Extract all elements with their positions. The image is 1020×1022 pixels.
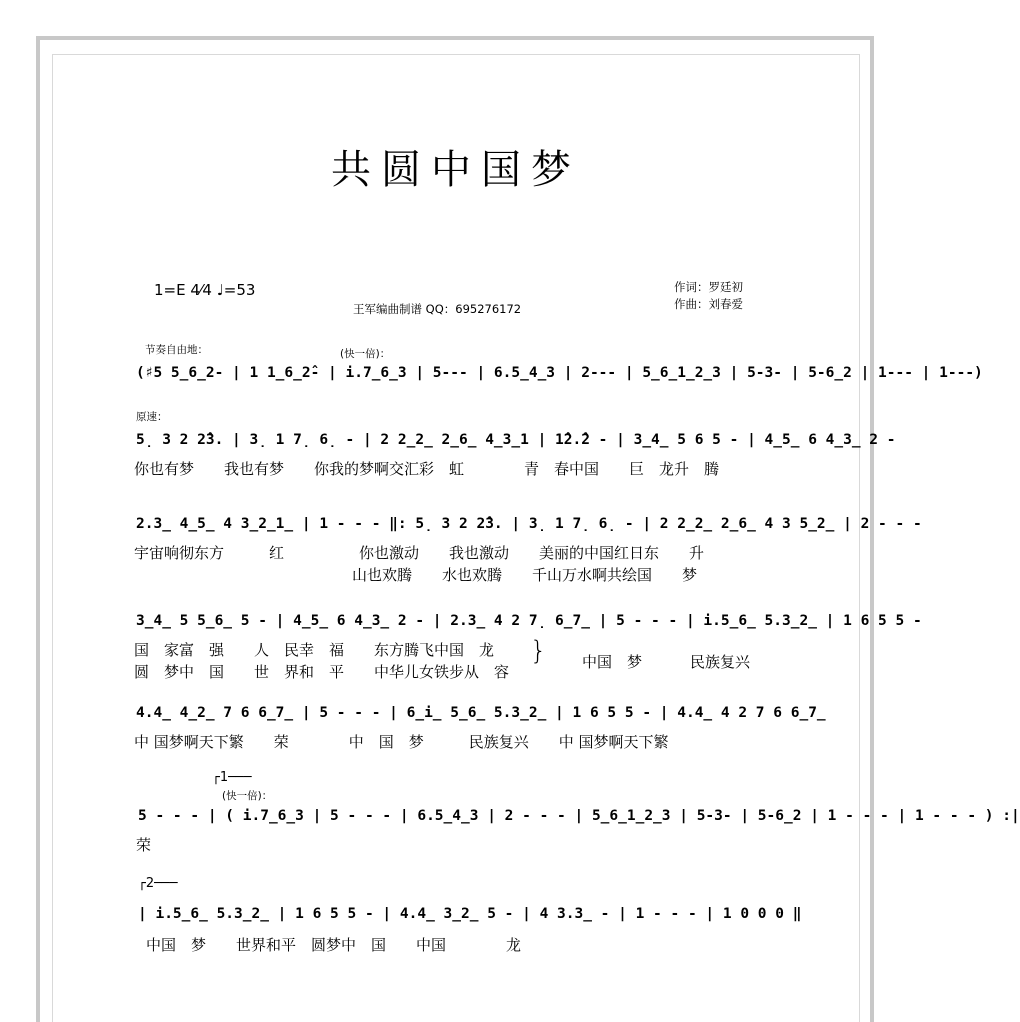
- notation-line-2: 5̣ 3 2 2̂3. | 3̣ 1 7̣ 6̣ - | 2 2̲2̲ 2̲6̲ 4̲3̲1 | 1̂2.̂2 - | 3̲4̲ 5 6 5 - | 4̲5̲ 6 4̲3̲ 2 -: [136, 432, 896, 448]
- key-signature: 1=E 4⁄4 ♩=53: [154, 281, 256, 299]
- lyrics-line-2: 你也有梦 我也有梦 你我的梦啊交汇彩 虹 青 春中国 巨 龙升 腾: [134, 460, 720, 478]
- volta-2: ┌2───: [138, 876, 178, 891]
- volta-1-number: 1: [219, 770, 229, 785]
- lyrics-line-4a: 国 家富 强 人 民幸 福 东方腾飞中国 龙: [134, 641, 495, 659]
- notation-line-1: (♯5 5̲6̲2- | 1 1̲6̲2̂- | i.7̲6̲3 | 5--- | 6.5̲4̲3 | 2--- | 5̲6̲1̲2̲3 | 5-3- | 5-6̲2 | 1--- | 1---): [136, 365, 983, 381]
- lyrics-line-4b: 圆 梦中 国 世 界和 平 中华儿女铁步从 容: [134, 663, 510, 681]
- notation-line-3: 2.3̲ 4̲5̲ 4 3̲2̲1̲ | 1 - - - ‖: 5̣ 3 2 2̂3. | 3̣ 1 7̣ 6̣ - | 2 2̲2̲ 2̲6̲ 4 3 5̲2̲ | 2 - - -: [136, 516, 922, 532]
- notation-line-4: 3̲4̲ 5 5̲6̲ 5 - | 4̲5̲ 6 4̲3̲ 2 - | 2.3̲ 4 2 7̣ 6̲7̲ | 5 - - - | i.5̲6̲ 5.3̲2̲ | 1 6 5 5 -: [136, 613, 922, 629]
- notation-line-5: 4.4̲ 4̲2̲ 7 6 6̲7̲ | 5 - - - | 6̲i̲ 5̲6̲ 5.3̲2̲ | 1 6 5 5 - | 4.4̲ 4 2 7 6 6̲7̲: [136, 705, 826, 721]
- lyrics-line-3a: 宇宙响彻东方 红 你也激动 我也激动 美丽的中国红日东 升: [134, 544, 705, 562]
- brace: }: [530, 636, 547, 666]
- lyrics-line-7: 中国 梦 世界和平 圆梦中 国 中国 龙: [146, 936, 522, 954]
- lyrics-line-5: 中 国梦啊天下繁 荣 中 国 梦 民族复兴 中 国梦啊天下繁: [134, 733, 669, 751]
- volta-2-number: 2: [145, 876, 155, 891]
- lyricist-credit: 作词：罗廷初: [674, 280, 743, 294]
- page-title: 共圆中国梦: [331, 147, 581, 193]
- lyrics-line-3b: 山也欢腾 水也欢腾 千山万水啊共绘国 梦: [352, 566, 698, 584]
- volta-1-note: (快一倍)：: [222, 790, 273, 802]
- lyrics-line-4c: 中国 梦: [582, 653, 643, 671]
- notation-line-7: | i.5̲6̲ 5.3̲2̲ | 1 6 5 5 - | 4.4̲ 3̲2̲ 5 - | 4 3.3̲ - | 1 - - - | 1 0 0 0 ‖: [138, 906, 802, 922]
- tempo-intro: 节奏自由地：: [145, 344, 208, 356]
- volta-1: ┌1───: [212, 770, 252, 785]
- tempo-faster: (快一倍)：: [340, 348, 391, 360]
- composer-credit: 作曲：刘春爱: [674, 297, 743, 311]
- notation-line-6: 5 - - - | ( i.7̲6̲3 | 5 - - - | 6.5̲4̲3 | 2 - - - | 5̲6̲1̲2̲3 | 5-3- | 5-6̲2 | 1 - - - | 1 - - - ) :|: [138, 808, 1020, 824]
- lyrics-line-6: 荣: [136, 836, 152, 854]
- lyrics-line-4d: 民族复兴: [690, 653, 751, 671]
- tempo-normal: 原速：: [136, 411, 168, 423]
- arranger-credit: 王军编曲制谱 QQ：695276172: [353, 302, 522, 316]
